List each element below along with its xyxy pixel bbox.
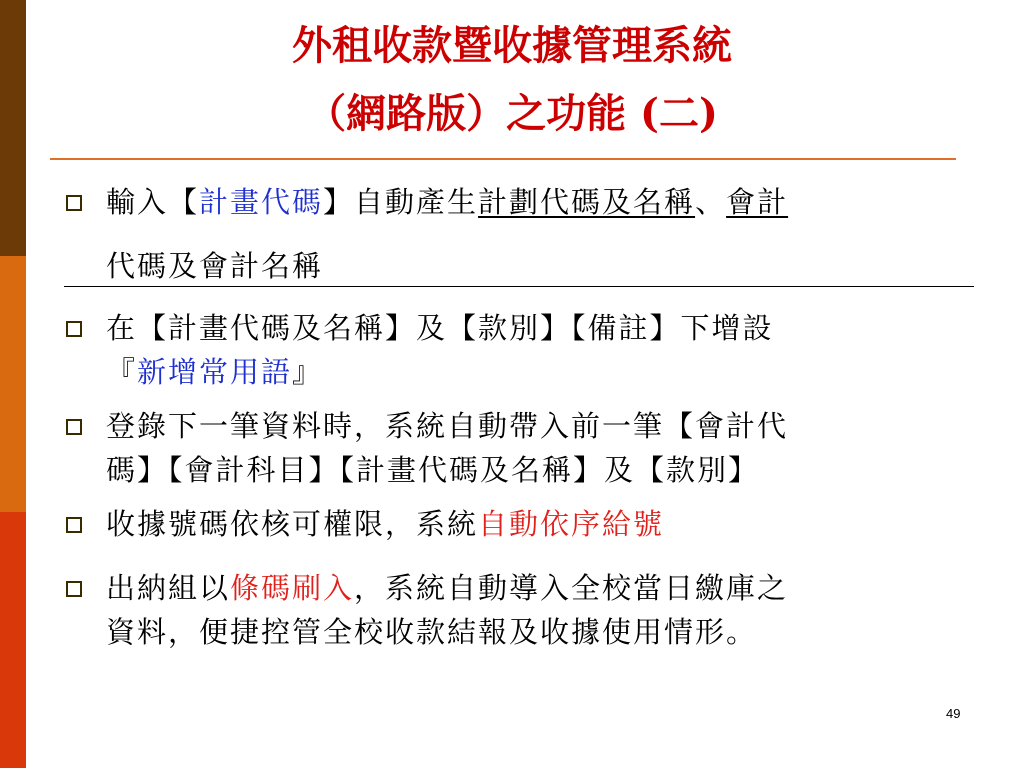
decorative-band-top [0, 0, 26, 256]
highlight-blue: 新增常用語 [137, 355, 293, 389]
decorative-band-bottom [0, 512, 26, 768]
bullet-item-2: 在【計畫代碼及名稱】及【款別】【備註】下增設 『新增常用語』 [66, 306, 988, 394]
square-bullet-icon [66, 321, 82, 337]
highlight-red: 自動依序給號 [478, 507, 665, 541]
bullet-item-1-continued: 代碼及會計名稱 [106, 249, 324, 283]
bullet-item-4: 收據號碼依核可權限，系統自動依序給號 [66, 502, 988, 546]
slide-title-line2: （網路版）之功能 (二) [306, 90, 718, 137]
title-divider [50, 158, 956, 160]
slide-title-line1: 外租收款暨收據管理系統 [292, 22, 732, 69]
highlight-blue: 計畫代碼 [199, 185, 324, 219]
bullet-item-3: 登錄下一筆資料時，系統自動帶入前一筆【會計代 碼】【會計科目】【計畫代碼及名稱】及【款別】 [66, 404, 988, 492]
bullet-item-5: 出納組以條碼刷入，系統自動導入全校當日繳庫之 資料，便捷控管全校收款結報及收據使用情形。 [66, 566, 988, 654]
bullet-item-1 [66, 180, 988, 224]
square-bullet-icon [66, 581, 82, 597]
bullet-1-text: 輸入【計畫代碼】自動產生計劃代碼及名稱、會計 [106, 185, 789, 219]
square-bullet-icon [66, 419, 82, 435]
decorative-band-middle [0, 256, 26, 512]
underline-rule [64, 286, 974, 287]
square-bullet-icon [66, 517, 82, 533]
highlight-red: 條碼刷入 [230, 571, 355, 605]
page-number: 49 [946, 706, 961, 721]
square-bullet-icon [66, 195, 82, 211]
